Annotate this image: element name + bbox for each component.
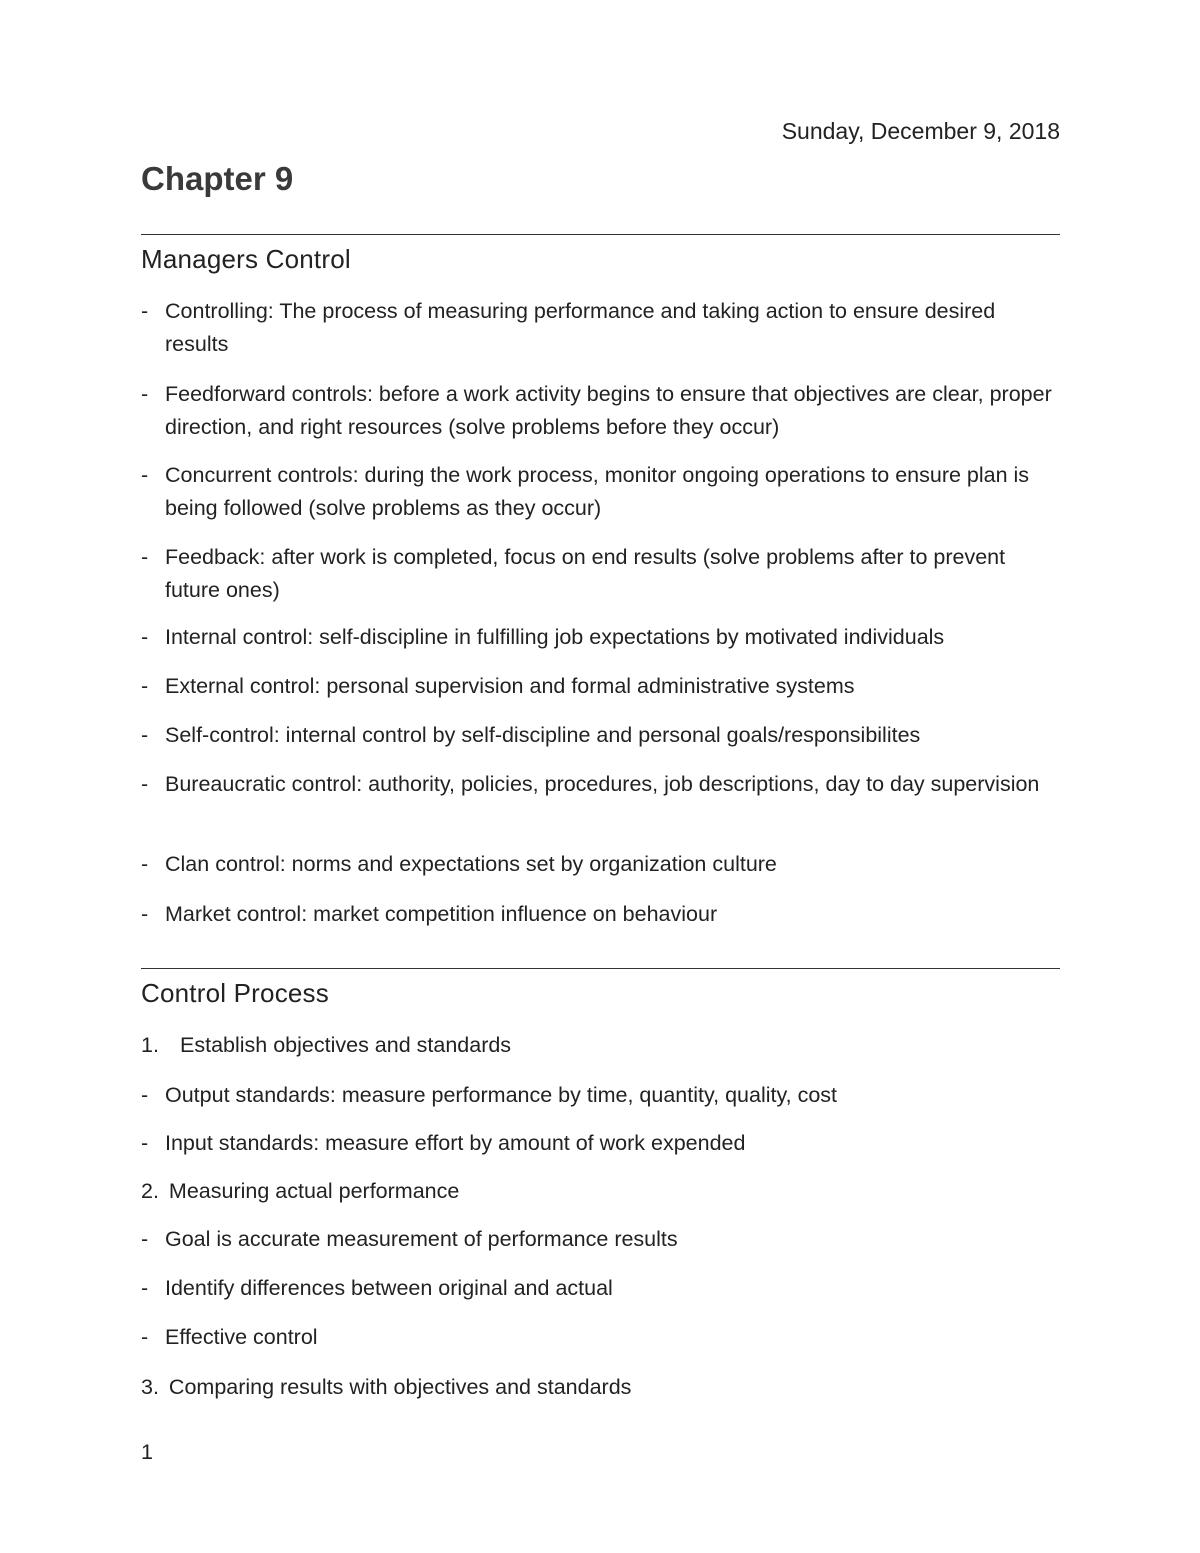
section-heading-control-process: Control Process bbox=[141, 978, 329, 1008]
bullet-dash: - bbox=[141, 382, 149, 406]
list-item bbox=[141, 1223, 1060, 1256]
list-item-text: External control: personal supervision and formal administrative systems bbox=[165, 674, 855, 698]
chapter-title: Chapter 9 bbox=[141, 160, 294, 197]
list-item-text: Input standards: measure effort by amount of work expended bbox=[165, 1131, 746, 1155]
bullet-dash: - bbox=[141, 674, 149, 698]
bullet-dash: - bbox=[141, 545, 149, 569]
bullet-dash: - bbox=[141, 852, 149, 876]
numbered-step bbox=[141, 1175, 1060, 1208]
list-item-text: Identify differences between original and actual bbox=[165, 1276, 613, 1300]
bullet-dash: - bbox=[141, 299, 149, 323]
list-item bbox=[141, 898, 1060, 931]
list-item bbox=[141, 1321, 1060, 1354]
step-number: 2. bbox=[141, 1179, 159, 1203]
list-item bbox=[141, 670, 1060, 703]
step-text: Measuring actual performance bbox=[168, 1179, 460, 1203]
list-item-text: Output standards: measure performance by time, quantity, quality, cost bbox=[165, 1083, 838, 1107]
bullet-dash: - bbox=[141, 1131, 149, 1155]
list-item bbox=[141, 621, 1060, 654]
section-heading-managers-control: Managers Control bbox=[141, 244, 351, 274]
bullet-dash: - bbox=[141, 772, 149, 796]
list-item bbox=[141, 848, 1060, 881]
list-item bbox=[141, 719, 1060, 752]
bullet-dash: - bbox=[141, 1083, 149, 1107]
list-item-text: Bureaucratic control: authority, policies, procedures, job descriptions, day to day supervision bbox=[165, 772, 1040, 796]
list-item bbox=[141, 1079, 1060, 1112]
list-item-text: Effective control bbox=[165, 1325, 318, 1349]
bullet-dash: - bbox=[141, 1325, 149, 1349]
list-item bbox=[141, 1272, 1060, 1305]
list-item bbox=[141, 459, 1060, 525]
list-item-text: Feedback: after work is completed, focus on end results (solve problems after to prevent future ones) bbox=[165, 545, 1006, 602]
bullet-dash: - bbox=[141, 625, 149, 649]
step-text: Establish objectives and standards bbox=[180, 1033, 512, 1057]
list-item-text: Market control: market competition influence on behaviour bbox=[165, 902, 718, 926]
step-number: 1. bbox=[141, 1033, 159, 1057]
list-item-text: Self-control: internal control by self-discipline and personal goals/responsibilites bbox=[165, 723, 921, 747]
bullet-dash: - bbox=[141, 1227, 149, 1251]
bullet-dash: - bbox=[141, 902, 149, 926]
bullet-dash: - bbox=[141, 463, 149, 487]
page-number: 1 bbox=[141, 1440, 153, 1464]
section-divider bbox=[141, 234, 1060, 235]
list-item bbox=[141, 295, 1060, 361]
bullet-dash: - bbox=[141, 723, 149, 747]
list-item-text: Clan control: norms and expectations set by organization culture bbox=[165, 852, 777, 876]
list-item bbox=[141, 378, 1060, 444]
numbered-step bbox=[141, 1371, 1060, 1404]
list-item-text: Internal control: self-discipline in fulfilling job expectations by motivated individuals bbox=[165, 625, 945, 649]
list-item bbox=[141, 541, 1060, 607]
step-text: Comparing results with objectives and standards bbox=[168, 1375, 632, 1399]
list-item bbox=[141, 1127, 1060, 1160]
step-number: 3. bbox=[141, 1375, 159, 1399]
list-item-text: Controlling: The process of measuring performance and taking action to ensure desired results bbox=[165, 299, 996, 356]
list-item-text: Goal is accurate measurement of performance results bbox=[165, 1227, 678, 1251]
list-item-text: Feedforward controls: before a work activity begins to ensure that objectives are clear, proper direction, and right resources (solve problems before they occur) bbox=[165, 382, 1052, 439]
list-item-text: Concurrent controls: during the work process, monitor ongoing operations to ensure plan is being followed (solve problems as they occur) bbox=[165, 463, 1030, 520]
section-divider bbox=[141, 968, 1060, 969]
list-item bbox=[141, 768, 1060, 801]
bullet-dash: - bbox=[141, 1276, 149, 1300]
numbered-step bbox=[141, 1029, 1060, 1062]
document-date: Sunday, December 9, 2018 bbox=[781, 118, 1060, 144]
